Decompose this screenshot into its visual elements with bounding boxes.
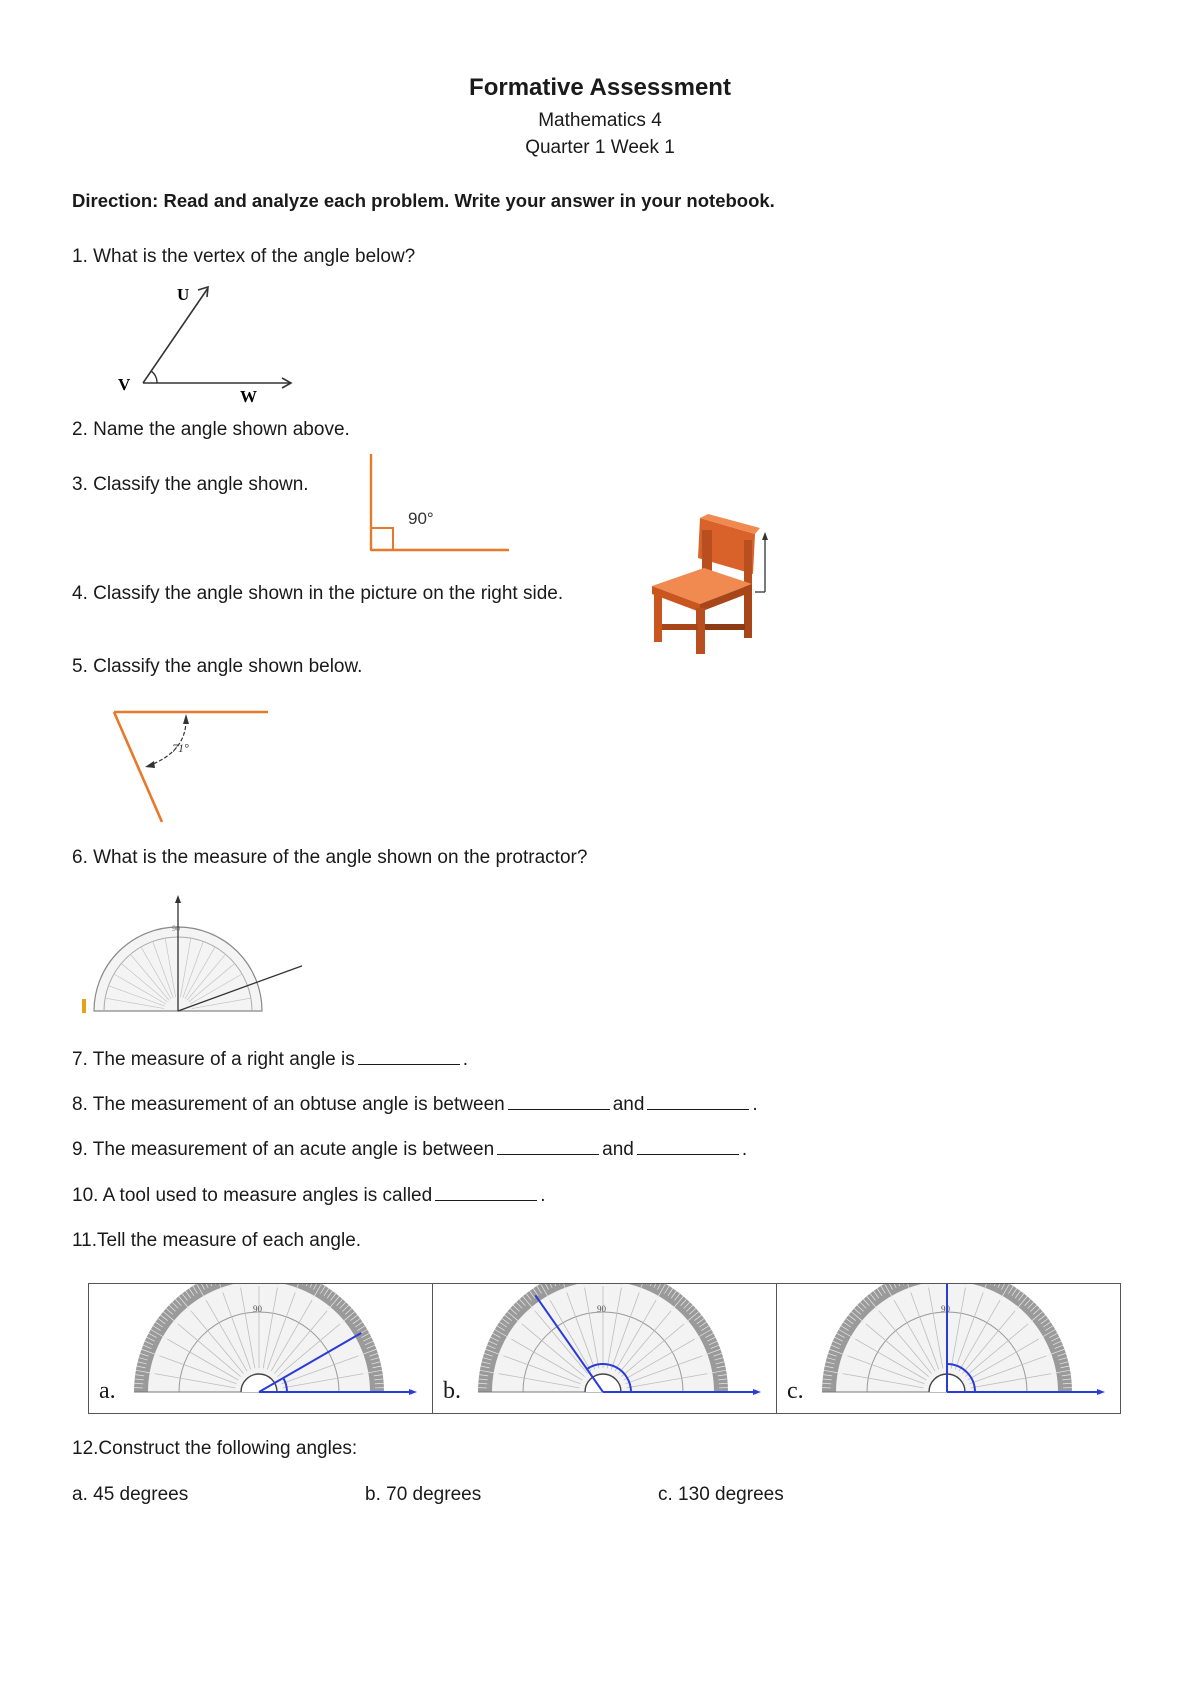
chair-image [648, 512, 778, 657]
construct-option-b: b. 70 degrees [365, 1484, 482, 1505]
protractor-q6 [72, 895, 322, 1020]
protractor-cell-c [777, 1284, 1120, 1413]
answer-blank-7[interactable] [358, 1048, 460, 1065]
question-12: 12.Construct the following angles: [72, 1438, 358, 1459]
question-10 [72, 1184, 545, 1207]
question-3: 3. Classify the angle shown. [72, 474, 309, 495]
question-10-text: 10. A tool used to measure angles is called [72, 1185, 433, 1206]
protractor-c [777, 1284, 1117, 1412]
cell-label-b: b. [443, 1378, 461, 1404]
page-title: Formative Assessment [469, 74, 731, 101]
answer-blank-8b[interactable] [647, 1093, 749, 1110]
answer-blank-10[interactable] [435, 1184, 537, 1201]
acute-angle-figure [108, 700, 278, 825]
question-1: 1. What is the vertex of the angle below? [72, 246, 416, 267]
angle-vuw-figure [110, 280, 310, 405]
protractor-table [88, 1283, 1121, 1414]
acute-angle-label: 71° [172, 741, 189, 755]
question-6: 6. What is the measure of the angle shown on the protractor? [72, 847, 588, 868]
period-line: Quarter 1 Week 1 [525, 137, 675, 158]
cell-label-c: c. [787, 1378, 804, 1404]
protractor-q6-90: 90 [172, 924, 180, 933]
question-7-end: . [462, 1049, 468, 1070]
question-4: 4. Classify the angle shown in the picture on the right side. [72, 583, 564, 604]
question-11: 11.Tell the measure of each angle. [72, 1230, 362, 1251]
question-7-text: 7. The measure of a right angle is [72, 1049, 355, 1070]
question-10-end: . [540, 1185, 546, 1206]
question-8-end: . [752, 1094, 758, 1115]
right-angle-figure [365, 452, 515, 557]
protractor-cell-b [433, 1284, 777, 1413]
label-v: V [118, 375, 131, 394]
svg-text:90: 90 [597, 1304, 606, 1314]
question-2: 2. Name the angle shown above. [72, 419, 350, 440]
direction-text: Direction: Read and analyze each problem. Write your answer in your notebook. [72, 190, 775, 211]
protractor-a [89, 1284, 429, 1412]
protractor-b [433, 1284, 773, 1412]
question-7 [72, 1048, 468, 1071]
svg-text:90: 90 [941, 1304, 950, 1314]
answer-blank-9b[interactable] [637, 1138, 739, 1155]
question-9-text: 9. The measurement of an acute angle is between [72, 1139, 495, 1160]
question-5: 5. Classify the angle shown below. [72, 656, 363, 677]
answer-blank-8a[interactable] [508, 1093, 610, 1110]
question-8-text: 8. The measurement of an obtuse angle is between [72, 1094, 505, 1115]
question-9-and: and [602, 1139, 634, 1160]
question-8-and: and [612, 1094, 645, 1115]
svg-text:90: 90 [253, 1304, 262, 1314]
answer-blank-9a[interactable] [497, 1138, 599, 1155]
question-8 [72, 1093, 758, 1116]
label-w: W [240, 387, 257, 405]
construct-option-c: c. 130 degrees [658, 1484, 784, 1505]
construct-option-a: a. 45 degrees [72, 1484, 189, 1505]
protractor-cell-a [89, 1284, 433, 1413]
cell-label-a: a. [99, 1378, 116, 1404]
label-u: U [177, 285, 190, 304]
question-9-end: . [741, 1139, 748, 1160]
subject-line: Mathematics 4 [538, 110, 662, 131]
question-9 [72, 1138, 747, 1161]
right-angle-label: 90° [408, 509, 434, 528]
